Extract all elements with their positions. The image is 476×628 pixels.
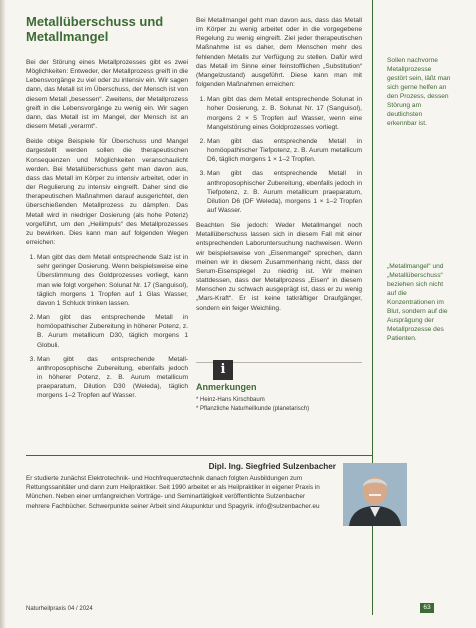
paragraph: Bei der Störung eines Metallprozesses gibt es zwei Möglichkeiten: Entweder, der Metallprozess greift in die Lebensvorgänge zu viel oder zu intensiv ein. Wir sagen dann, das Metall ist im Überschuss, der Mensch ist von diesem Metall „besessen“. Zweitens, der Metallprozess greift in die Lebensvorgänge zu wenig ein. Wir sagen dann, das Metall ist im Mangel, der Mensch ist an diesem Metall „verarmt“.: [26, 59, 188, 131]
column-divider: [372, 0, 373, 455]
author-portrait-icon: [343, 463, 407, 526]
author-photo: [343, 463, 407, 526]
footer-publication: Naturheilpraxis 04 / 2024: [26, 606, 93, 612]
list-item: 1. Man gibt das dem Metall entsprechende Solunat in hoher Dosierung, z. B. Solunat Nr. 17 (Sanguisol), morgens 2 × 5 Tropfen auf Wasser, wenn eine Mangelstörung eines Goldprozesses vorliegt.: [207, 95, 362, 132]
sidebar-note: Sollen nachvorne Metallprozesse gestört sein, läßt man sich gerne helfen an den Prozess, dessen Störung am deutlichsten erkennbar ist.: [387, 57, 451, 127]
sidebar-note: „Metallmangel“ und „Metallüberschuss“ beziehen sich nicht auf die Konzentrationen im Blut, sondern auf die Ausprägung der Metallprozesse des Patienten.: [387, 263, 448, 342]
paragraph: Beachten Sie jedoch: Weder Metallmangel noch Metallüberschuss lassen sich in diesem Fall mit einer entsprechenden Laboruntersuchung nachweisen. Wenn wir beispielsweise von „Eisenmangel“ sprechen, dann meinen wir in diesem Zusammenhang nicht, dass der Serum-Eisenspiegel zu niedrig ist. Wir meinen stattdessen, dass der Metallprozess „Eisen“ in diesem Menschen zu schwach ausgeprägt ist, dass er zu wenig „Mars-Kraft“. Er ist keine tatkräftiger Draufgänger, sondern ein feiger Weichling.: [196, 222, 362, 312]
author-divider: [26, 455, 372, 456]
list-item: 3. Man gibt das entsprechende Metall in anthroposophischer Zubereitung, ebenfalls jedoch in Tiefpotenz, z. B. Aurum metallicum praeparatum, Dilution D6 (DF Weleda), morgens 1 × 1–2 Tropfen auf Wasser.: [207, 169, 362, 215]
article-title: Metallüberschuss und Metallmangel: [26, 14, 164, 44]
notes-title: Anmerkungen: [196, 382, 257, 392]
page-number: 63: [420, 603, 434, 613]
author-name: Dipl. Ing. Siegfried Sulzenbacher: [208, 462, 336, 471]
column-middle: [196, 16, 362, 319]
list-item: * Pflanzliche Naturheilkunde (planetarisch): [196, 405, 366, 414]
list-excess-measures: [26, 253, 188, 400]
list-item: 2. Man gibt das entsprechende Metall in homöopathischer Tiefpotenz, z. B. Aurum metallicum D6, täglich morgens 1 × 1–2 Tropfen.: [207, 137, 362, 164]
info-icon: i: [213, 360, 233, 380]
list-item: 2. Man gibt das entsprechende Metall in homöopathischer Zubereitung in höherer Potenz, z. B. Aurum metallicum D30, täglich morgens 1 Globuli.: [37, 313, 188, 350]
notes-list: [196, 396, 366, 414]
page-gutter-shadow: [0, 0, 6, 628]
list-deficiency-measures: [196, 95, 362, 215]
list-item: 1. Man gibt das dem Metall entsprechende Salz ist in sehr geringer Dosierung. Wenn beispielsweise eine Überstimmung des Goldprozesses vorliegt, kann man wie folgt vorgehen: Solunat Nr. 17 (Sanguisol), täglich morgens 1 Tropfen auf 1 Glas Wasser, davon 1 Schluck trinken lassen.: [37, 253, 188, 308]
column-left: [26, 58, 188, 406]
list-item: * Heinz-Hans Kirschbaum: [196, 396, 366, 405]
paragraph: Bei Metallmangel geht man davon aus, dass das Metall im Körper zu wenig arbeitet oder in die vorgegebene Regelung zu wenig eingreift. Ziel jeder therapeutischen Maßnahme ist es daher, dem Menschen mehr des fehlenden Metalls zur Verfügung zu stellen. Dafür wird das Metall im Sinne einer feinstofflichen „Substitution“ (Mangelzustand) ausgeführt. Diese kann man mit folgenden Maßnahmen erreichen:: [196, 17, 362, 89]
paragraph: Beide obige Beispiele für Überschuss und Mangel dargestellt werden sollen die therapeutischen Konsequenzen und Möglichkeiten veranschaulicht werden. Bei Metallüberschuss geht man davon aus, dass das Metall im Körper zu intensiv arbeitet, oder in der Regulierung zu intensiv eingreift. Daher sind die therapeutischen Maßnahmen darauf ausgerichtet, den überschießenden Metallprozess zu dämpfen. Das Metall wird in niedriger Dosierung (als hohe Potenz) vorgeführt, um den „Heilimpuls“ des Metallprozesses zu bewirken. Dies kann man auf folgenden Wegen erreichen:: [26, 138, 188, 246]
list-item: 3. Man gibt das entsprechende Metall-anthroposophische Zubereitung, ebenfalls jedoch in höherer Potenz, z. B. Aurum metallicum praeparatum, Dilution D30 (Weleda), täglich morgens 1–2 Tropfen auf Wasser.: [37, 355, 188, 401]
author-bio: Er studierte zunächst Elektrotechnik- und Hochfrequenztechnik danach folgten Ausbildungen zum Rettungssanitäter und dann zum Heilpraktiker. Seit 1990 arbeitet er als Heilpraktiker in eigener Praxis in München. Neben einer umfangreichen Vorträge- und Seminartätigkeit veröffentlichte Sulzenbacher mehrere Fachbücher. Schwerpunkte seiner Arbeit sind Akupunktur und Spagyrik. info@sulzenbacher.eu: [26, 475, 320, 510]
